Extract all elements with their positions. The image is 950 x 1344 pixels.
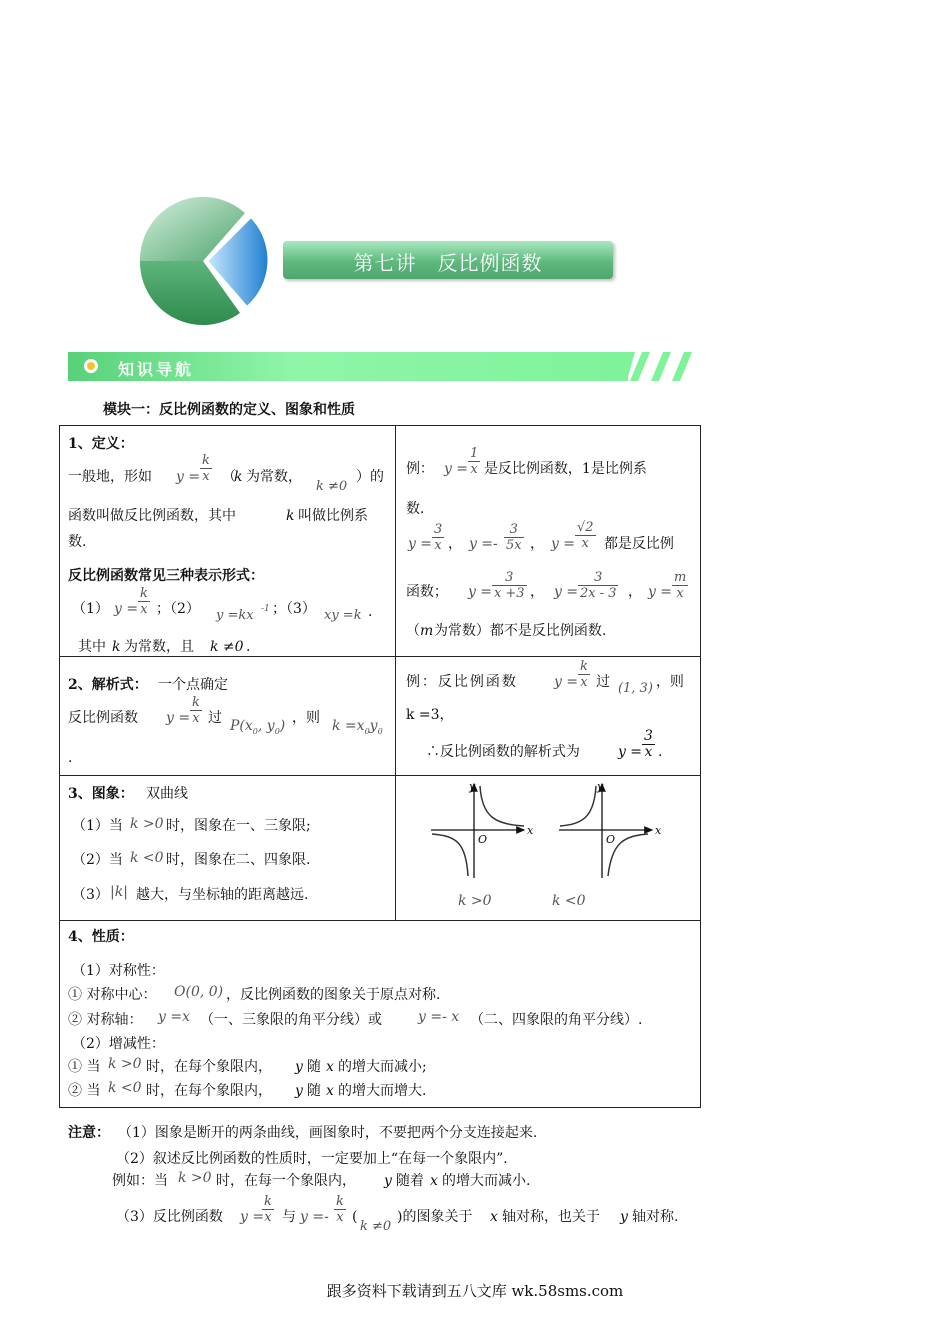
math: -1 bbox=[261, 604, 270, 614]
text: （1）当 bbox=[72, 818, 123, 834]
text: 与 bbox=[282, 1209, 296, 1225]
math-k: $k =x_0y_0$ bbox=[332, 718, 383, 736]
text: ( bbox=[352, 1209, 358, 1225]
text: ；（2） bbox=[156, 601, 200, 617]
fraction-3-over-x-plus-3 bbox=[492, 570, 527, 601]
numerator: 3 bbox=[578, 570, 619, 586]
origin-label: O bbox=[605, 833, 615, 846]
pie-logo bbox=[135, 195, 280, 327]
math: x bbox=[326, 1059, 334, 1075]
graph-label-positive: k >0 bbox=[457, 893, 492, 909]
text: 过 bbox=[595, 674, 610, 690]
text: 是反比例函数，1是比例系 bbox=[483, 461, 647, 477]
numerator: k bbox=[202, 453, 210, 468]
nav-heading: 知识导航 bbox=[118, 360, 195, 379]
numerator: √2 bbox=[576, 520, 594, 535]
text: ② 对称轴： bbox=[68, 1012, 143, 1028]
math: y =x bbox=[158, 1009, 190, 1025]
banner-slash bbox=[651, 352, 671, 381]
forms-heading: 反比例函数常见三种表示形式： bbox=[68, 568, 264, 584]
text: ， bbox=[529, 536, 544, 552]
math: k <0 bbox=[130, 850, 164, 866]
math: y =kx bbox=[216, 608, 254, 623]
text: ② 当 bbox=[68, 1083, 101, 1099]
math: k =x bbox=[332, 718, 365, 734]
text: 轴对称，也关于 bbox=[502, 1209, 600, 1225]
math: k bbox=[286, 508, 295, 524]
math: y =- x bbox=[418, 1009, 460, 1025]
hyperbola-branch bbox=[480, 786, 524, 826]
math: y = bbox=[647, 584, 673, 600]
fraction-k-over-x bbox=[200, 453, 212, 484]
denominator: x bbox=[192, 711, 200, 726]
text: （ bbox=[222, 469, 236, 485]
math: y bbox=[295, 1059, 303, 1075]
text: 反比例函数 bbox=[68, 710, 138, 726]
math: y bbox=[384, 1173, 392, 1189]
graph-figure-cell bbox=[396, 776, 700, 920]
denominator: x bbox=[644, 744, 653, 760]
text: 越大，与坐标轴的距离越远. bbox=[136, 887, 309, 903]
math: k ≠0 bbox=[316, 479, 348, 494]
math: y = bbox=[553, 674, 579, 690]
math: |k| bbox=[110, 884, 128, 900]
denominator: x +3 bbox=[493, 586, 525, 601]
definition-example-cell bbox=[396, 426, 700, 656]
numerator: 3 bbox=[504, 522, 524, 538]
math: ) bbox=[279, 718, 286, 734]
math: (1, 3) bbox=[617, 681, 653, 696]
math: y = bbox=[553, 584, 579, 600]
fraction-1-over-x bbox=[468, 446, 480, 477]
denominator: x bbox=[580, 675, 588, 690]
text: ， bbox=[529, 584, 544, 600]
text: 叫做比例系 bbox=[298, 508, 368, 524]
text: . bbox=[657, 744, 663, 760]
math: y =- bbox=[300, 1209, 329, 1225]
text: ，则 bbox=[655, 674, 684, 690]
text: 时，图象在一、三象限; bbox=[166, 818, 311, 834]
denominator: x bbox=[470, 462, 478, 477]
text: 随着 bbox=[396, 1173, 424, 1189]
fraction-k-over-x bbox=[190, 695, 202, 726]
x-axis-label: x bbox=[654, 824, 662, 837]
denominator: x bbox=[264, 1210, 272, 1225]
math: x bbox=[490, 1209, 498, 1225]
math: k bbox=[234, 469, 243, 485]
math: y = bbox=[443, 461, 469, 477]
text: （3）反比例函数 bbox=[116, 1209, 223, 1225]
denominator: x bbox=[581, 536, 589, 551]
fraction-m-over-x bbox=[672, 570, 688, 601]
numerator: 1 bbox=[469, 446, 479, 461]
math: y = bbox=[114, 601, 139, 617]
origin-label: O bbox=[477, 833, 487, 846]
math: y bbox=[620, 1209, 628, 1225]
text: ）的 bbox=[356, 469, 384, 485]
analytic-cell bbox=[60, 657, 395, 775]
text: 例： bbox=[405, 461, 434, 477]
analytic-heading: 2、解析式： bbox=[68, 677, 148, 693]
math: k >0 bbox=[178, 1170, 212, 1186]
math: m bbox=[419, 623, 434, 639]
text: 时，在每个象限内， bbox=[146, 1059, 272, 1075]
properties-heading: 4、性质： bbox=[68, 929, 134, 945]
text: （1） bbox=[72, 601, 109, 617]
fraction-k-over-x bbox=[138, 586, 150, 617]
math: y bbox=[295, 1083, 303, 1099]
fraction-sqrt2-over-x bbox=[575, 520, 596, 551]
analytic-example-cell bbox=[396, 657, 700, 775]
text: 的增大而减小. bbox=[442, 1173, 531, 1189]
text: . bbox=[68, 750, 73, 766]
text: ；（3） bbox=[272, 601, 316, 617]
text: 一个点确定 bbox=[158, 677, 228, 693]
text: 其中 bbox=[78, 639, 106, 655]
denominator: 5x bbox=[505, 538, 522, 553]
fraction-3-over-2x-minus-3 bbox=[578, 570, 619, 601]
text: （二、四象限的角平分线）. bbox=[470, 1012, 643, 1028]
graph-cell bbox=[60, 776, 395, 920]
math: , y bbox=[257, 718, 275, 734]
math: P(x bbox=[230, 718, 253, 734]
numerator: k bbox=[579, 659, 588, 674]
math: 0 bbox=[252, 726, 258, 736]
denominator: x bbox=[140, 602, 148, 617]
math: k ≠0 bbox=[360, 1219, 392, 1234]
text: 时，图象在二、四象限. bbox=[166, 852, 311, 868]
numerator: k bbox=[140, 586, 148, 601]
hyperbola-branch bbox=[560, 786, 596, 826]
text: 的增大而减小; bbox=[338, 1059, 427, 1075]
numerator: 3 bbox=[433, 522, 443, 537]
text: （1）对称性： bbox=[72, 963, 165, 979]
note-2: （2）叙述反比例函数的性质时，一定要加上“在每一个象限内”. bbox=[116, 1151, 508, 1167]
text: （ bbox=[405, 623, 420, 639]
text: 函数； bbox=[405, 584, 448, 600]
fraction-k-over-x bbox=[334, 1194, 346, 1225]
hyperbola-branch bbox=[432, 834, 468, 876]
text: 例如：当 bbox=[112, 1173, 168, 1189]
text: 随 bbox=[307, 1083, 321, 1099]
math: k ≠0 bbox=[210, 639, 244, 655]
text: ① 对称中心： bbox=[68, 987, 157, 1003]
fraction-3-over-x bbox=[642, 729, 655, 760]
hyperbola-graphs bbox=[426, 778, 676, 888]
text: ，则 bbox=[292, 710, 320, 726]
text: 过 bbox=[208, 710, 222, 726]
text: 例：反比例函数 bbox=[405, 674, 518, 690]
text: ∴反比例函数的解析式为 bbox=[425, 744, 580, 760]
text: 时，在每个象限内， bbox=[146, 1083, 272, 1099]
text: 数. bbox=[68, 534, 87, 550]
knowledge-table bbox=[59, 425, 701, 1108]
text: )的图象关于 bbox=[397, 1209, 473, 1225]
math: y = bbox=[617, 744, 643, 760]
bullet-icon bbox=[84, 359, 98, 373]
text: 双曲线 bbox=[146, 786, 188, 802]
math: y =- bbox=[468, 536, 498, 552]
numerator: k bbox=[264, 1194, 272, 1209]
numerator: 3 bbox=[643, 728, 653, 744]
text: （2）增减性： bbox=[72, 1036, 165, 1052]
text: 数. bbox=[405, 501, 425, 517]
text: 为常数）都不是反比例函数. bbox=[433, 623, 607, 639]
numerator: 3 bbox=[492, 570, 527, 586]
math: k >0 bbox=[130, 816, 164, 832]
text: ， bbox=[627, 584, 642, 600]
lesson-title-bar bbox=[283, 241, 613, 279]
math: k >0 bbox=[108, 1056, 142, 1072]
footer-link[interactable]: 跟多资料下载请到五八文库 wk.58sms.com bbox=[326, 1282, 624, 1300]
denominator: 2x - 3 bbox=[579, 586, 617, 601]
math: y = bbox=[240, 1209, 265, 1225]
text: 都是反比例 bbox=[603, 536, 674, 552]
fraction-3-over-5x bbox=[504, 522, 524, 553]
numerator: m bbox=[673, 570, 687, 585]
properties-cell bbox=[60, 921, 700, 1107]
text: 时，在每一个象限内， bbox=[216, 1173, 356, 1189]
text: 为常数， bbox=[246, 469, 302, 485]
text: 轴对称. bbox=[632, 1209, 679, 1225]
x-axis-label: x bbox=[526, 824, 534, 837]
banner-slash bbox=[672, 352, 692, 381]
denominator: x bbox=[336, 1210, 344, 1225]
denominator: x bbox=[202, 469, 210, 484]
math: y = bbox=[176, 469, 201, 485]
text: · bbox=[368, 608, 373, 624]
fraction-3-over-x bbox=[432, 522, 444, 553]
math-point-P bbox=[230, 717, 285, 741]
text: k =3， bbox=[405, 707, 454, 723]
notes-label: 注意： bbox=[68, 1125, 110, 1141]
fraction-k-over-x bbox=[578, 659, 590, 690]
definition-cell bbox=[60, 426, 395, 656]
math: y = bbox=[166, 710, 191, 726]
y-axis-label: y bbox=[596, 780, 604, 793]
text: 为常数，且 bbox=[124, 639, 194, 655]
denominator: x bbox=[676, 586, 684, 601]
math: 0 bbox=[377, 726, 383, 736]
math: 0 bbox=[274, 726, 280, 736]
text: 随 bbox=[307, 1059, 321, 1075]
fraction-k-over-x bbox=[262, 1194, 274, 1225]
math: y = bbox=[550, 536, 576, 552]
math: k <0 bbox=[108, 1080, 142, 1096]
math: y = bbox=[407, 536, 433, 552]
math: y = bbox=[467, 584, 493, 600]
text: 的增大而增大. bbox=[338, 1083, 427, 1099]
text: （一、三象限的角平分线）或 bbox=[200, 1012, 382, 1028]
numerator: k bbox=[192, 695, 200, 710]
math: 0 bbox=[364, 726, 370, 736]
definition-heading: 1、定义： bbox=[68, 436, 134, 452]
math: xy =k bbox=[324, 608, 362, 623]
note-1: （1）图象是断开的两条曲线，画图象时，不要把两个分支连接起来. bbox=[118, 1125, 538, 1141]
text: （2）当 bbox=[72, 852, 123, 868]
text: ① 当 bbox=[68, 1059, 101, 1075]
y-axis-label: y bbox=[468, 780, 476, 793]
text: （3） bbox=[72, 887, 109, 903]
text: 一般地，形如 bbox=[68, 469, 152, 485]
text: 函数叫做反比例函数，其中 bbox=[68, 508, 236, 524]
text: . bbox=[246, 639, 251, 655]
denominator: x bbox=[434, 538, 442, 553]
graph-label-negative: k <0 bbox=[551, 893, 586, 909]
math: x bbox=[326, 1083, 334, 1099]
math: k bbox=[112, 639, 121, 655]
math: x bbox=[430, 1173, 438, 1189]
module-heading: 模块一：反比例函数的定义、图象和性质 bbox=[103, 402, 355, 418]
lesson-title: 第七讲 反比例函数 bbox=[353, 251, 543, 275]
text: ， bbox=[447, 536, 462, 552]
numerator: k bbox=[336, 1194, 344, 1209]
math: O(0, 0) bbox=[174, 984, 224, 1000]
graph-heading: 3、图象： bbox=[68, 786, 134, 802]
text: ，反比例函数的图象关于原点对称. bbox=[226, 987, 441, 1003]
